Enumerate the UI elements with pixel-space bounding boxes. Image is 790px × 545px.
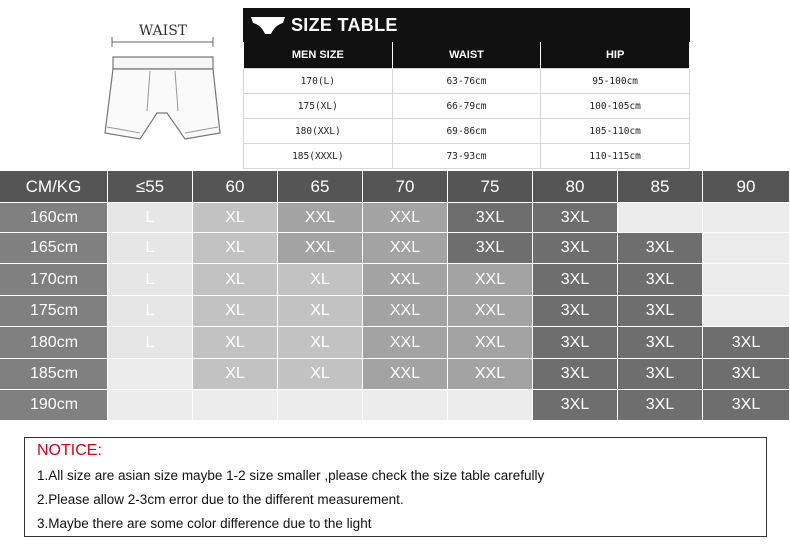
size-cell: XL	[278, 327, 362, 358]
size-cell: 3XL	[618, 390, 702, 420]
boxer-brief-icon	[95, 15, 225, 155]
size-cell: 3XL	[448, 203, 532, 232]
size-cell: XXL	[448, 327, 532, 358]
size-cell: L	[108, 296, 192, 326]
notice-title: NOTICE:	[37, 442, 102, 459]
size-cell: 3XL	[703, 327, 789, 358]
size-cell: 3XL	[618, 264, 702, 295]
size-cell: 3XL	[703, 359, 789, 389]
size-cell: XXL	[448, 359, 532, 389]
size-cell	[278, 390, 362, 420]
size-cell	[108, 359, 192, 389]
weight-header: 60	[193, 171, 277, 202]
height-header: 185cm	[0, 359, 107, 389]
size-cell	[703, 296, 789, 326]
size-cell: 3XL	[618, 359, 702, 389]
size-cell: XL	[193, 203, 277, 232]
table-cell: 66-79cm	[392, 94, 541, 119]
weight-header: ≤55	[108, 171, 192, 202]
table-cell: 175(XL)	[244, 94, 393, 119]
size-cell: XXL	[278, 203, 362, 232]
size-cell: 3XL	[533, 264, 617, 295]
size-cell: XL	[193, 296, 277, 326]
size-cell: 3XL	[448, 233, 532, 263]
size-cell	[618, 203, 702, 232]
size-table	[243, 8, 690, 169]
size-cell: XL	[193, 264, 277, 295]
table-row	[244, 69, 690, 94]
table-cell: 63-76cm	[392, 69, 541, 94]
notice-line: 1.All size are asian size maybe 1-2 size smaller ,please check the size table carefully	[37, 468, 545, 483]
weight-header: 65	[278, 171, 362, 202]
notice-box	[24, 437, 767, 537]
size-cell: XL	[278, 264, 362, 295]
height-header: 170cm	[0, 264, 107, 295]
table-cell: 110-115cm	[541, 144, 690, 169]
weight-header: 75	[448, 171, 532, 202]
size-cell: L	[108, 203, 192, 232]
size-table-header	[243, 8, 690, 42]
size-cell: 3XL	[533, 359, 617, 389]
column-header: HIP	[541, 42, 690, 69]
table-row	[244, 119, 690, 144]
size-cell: 3XL	[533, 203, 617, 232]
size-cell: 3XL	[533, 296, 617, 326]
table-cell: 69-86cm	[392, 119, 541, 144]
size-table-body	[243, 42, 690, 169]
size-cell: 3XL	[533, 327, 617, 358]
size-cell: 3XL	[703, 390, 789, 420]
table-cell: 180(XXL)	[244, 119, 393, 144]
height-header: 165cm	[0, 233, 107, 263]
notice-line: 2.Please allow 2-3cm error due to the different measurement.	[37, 492, 404, 507]
size-cell: XL	[278, 296, 362, 326]
table-cell: 185(XXXL)	[244, 144, 393, 169]
size-cell: L	[108, 327, 192, 358]
size-cell	[703, 203, 789, 232]
size-cell: XL	[278, 359, 362, 389]
size-cell: 3XL	[618, 327, 702, 358]
size-cell: XL	[193, 359, 277, 389]
column-header: MEN SIZE	[244, 42, 393, 69]
table-row	[244, 144, 690, 169]
weight-header: 85	[618, 171, 702, 202]
size-cell: XXL	[363, 296, 447, 326]
table-cell: 100-105cm	[541, 94, 690, 119]
table-cell: 95-100cm	[541, 69, 690, 94]
table-cell: 170(L)	[244, 69, 393, 94]
size-cell	[193, 390, 277, 420]
size-cell: XXL	[363, 233, 447, 263]
size-cell: XL	[193, 233, 277, 263]
weight-header: 70	[363, 171, 447, 202]
size-cell: 3XL	[618, 296, 702, 326]
size-cell: XL	[193, 327, 277, 358]
underwear-illustration	[95, 15, 225, 155]
weight-header: 80	[533, 171, 617, 202]
size-table-title: SIZE TABLE	[291, 14, 398, 35]
size-cell	[108, 390, 192, 420]
size-cell: XXL	[363, 264, 447, 295]
size-cell: 3XL	[533, 390, 617, 420]
brief-icon	[249, 13, 287, 37]
weight-header: 90	[703, 171, 789, 202]
height-weight-grid	[0, 171, 790, 421]
waist-label: WAIST	[138, 23, 188, 39]
size-cell: 3XL	[533, 233, 617, 263]
height-header: 190cm	[0, 390, 107, 420]
column-header: WAIST	[392, 42, 541, 69]
size-cell	[703, 264, 789, 295]
size-cell	[448, 390, 532, 420]
grid-corner-header: CM/KG	[0, 171, 107, 202]
size-cell	[703, 233, 789, 263]
height-header: 160cm	[0, 203, 107, 232]
size-cell: L	[108, 233, 192, 263]
size-cell: L	[108, 264, 192, 295]
height-header: 180cm	[0, 327, 107, 358]
height-header: 175cm	[0, 296, 107, 326]
size-cell: 3XL	[618, 233, 702, 263]
notice-line: 3.Maybe there are some color difference due to the light	[37, 516, 372, 531]
size-cell: XXL	[363, 203, 447, 232]
size-cell: XXL	[448, 296, 532, 326]
size-cell: XXL	[448, 264, 532, 295]
table-row	[244, 94, 690, 119]
size-cell	[363, 390, 447, 420]
table-cell: 105-110cm	[541, 119, 690, 144]
table-cell: 73-93cm	[392, 144, 541, 169]
size-cell: XXL	[278, 233, 362, 263]
size-cell: XXL	[363, 359, 447, 389]
size-cell: XXL	[363, 327, 447, 358]
